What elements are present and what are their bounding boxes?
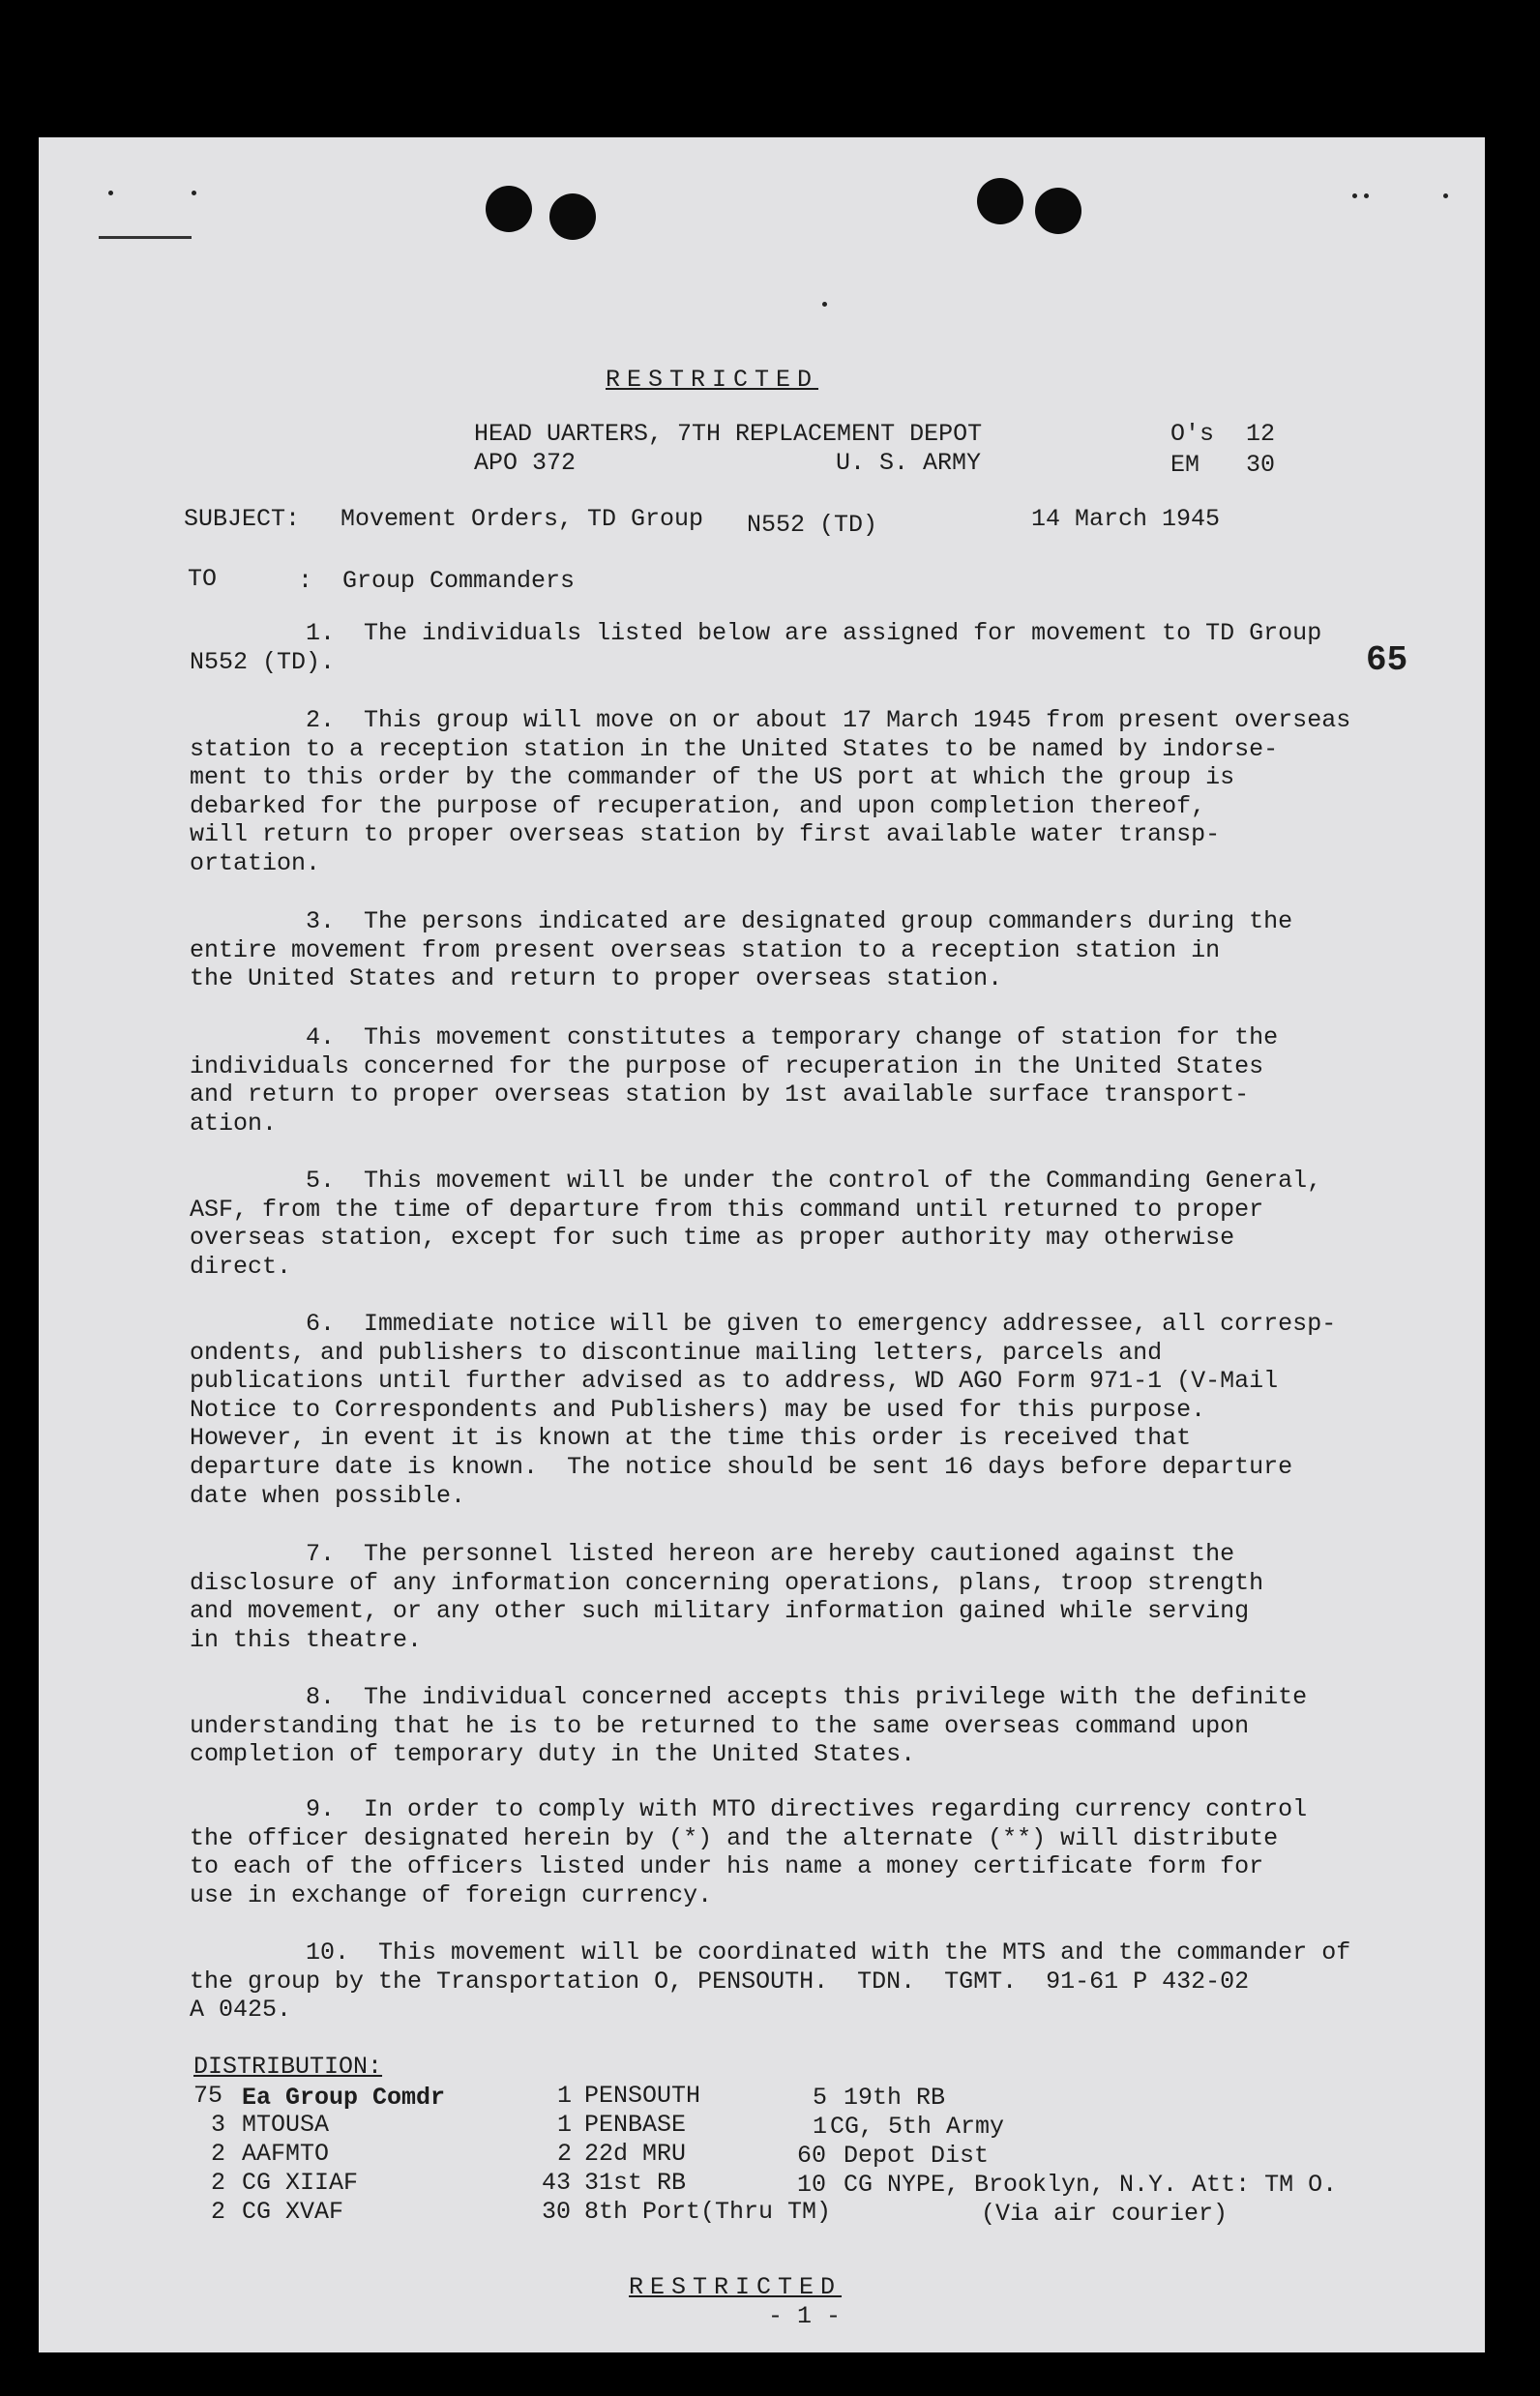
dist-entry: Ea Group Comdr xyxy=(242,2084,446,2112)
subject-label: SUBJECT: xyxy=(184,505,301,533)
speck xyxy=(108,191,113,195)
dist-num: 1 xyxy=(557,2082,573,2110)
punch-hole-left xyxy=(486,186,532,232)
dist-entry: CG, 5th Army xyxy=(830,2113,1005,2141)
dist-num: 43 xyxy=(542,2169,572,2197)
dist-num: 60 xyxy=(797,2142,827,2170)
paragraph-1: 1. The individuals listed below are assigned for movement to TD Group N552 (TD). xyxy=(190,619,1322,676)
dist-entry: PENBASE xyxy=(584,2111,687,2139)
dist-entry: AAFMTO xyxy=(242,2140,330,2168)
dist-entry: 22d MRU xyxy=(584,2140,687,2168)
paragraph-9: 9. In order to comply with MTO directives regarding currency control the officer designated herein by (*) and the alternate (**) will distribute to each of the officers listed under his name a money certificate form for use in exchange of foreign currency. xyxy=(190,1795,1308,1909)
subject-text: Movement Orders, TD Group xyxy=(341,505,704,533)
to-label: TO xyxy=(188,565,218,593)
distribution-label: DISTRIBUTION: xyxy=(193,2053,383,2081)
paragraph-5: 5. This movement will be under the control of the Commanding General, ASF, from the time of departure from this command until returned to proper overseas station, except for such time as proper authority may otherwise direct. xyxy=(190,1167,1322,1281)
to-colon: : xyxy=(298,567,313,595)
punch-hole-right xyxy=(977,178,1023,224)
paragraph-3: 3. The persons indicated are designated group commanders during the entire movement from present overseas station to a reception station in the United States and return to proper overseas station. xyxy=(190,907,1293,993)
dist-num: 3 xyxy=(211,2111,226,2139)
paragraph-8: 8. The individual concerned accepts this privilege with the definite understanding that he is to be returned to the same overseas command upon completion of temporary duty in the United States. xyxy=(190,1683,1308,1769)
dist-num: 10 xyxy=(797,2171,827,2199)
dist-entry: 19th RB xyxy=(844,2084,946,2112)
dist-num: 75 xyxy=(193,2082,223,2110)
officer-count-label: O's xyxy=(1170,420,1215,448)
officer-count-value: 12 xyxy=(1246,420,1276,448)
dist-num: 1 xyxy=(813,2113,828,2141)
org-name: HEAD UARTERS, 7TH REPLACEMENT DEPOT xyxy=(474,420,983,448)
paragraph-4: 4. This movement constitutes a temporary change of station for the individuals concerned for the purpose of recuperation in the United States and return to proper overseas station by 1st available surface transport- ation. xyxy=(190,1023,1279,1138)
dist-entry: (Via air courier) xyxy=(981,2200,1229,2228)
ink-mark xyxy=(99,236,192,239)
margin-number: 65 xyxy=(1366,640,1408,680)
dist-num: 1 xyxy=(557,2111,573,2139)
order-date: 14 March 1945 xyxy=(1031,505,1221,533)
dist-entry: CG XVAF xyxy=(242,2198,344,2226)
dist-num: 2 xyxy=(211,2198,226,2226)
dist-entry: Depot Dist xyxy=(844,2142,990,2170)
classification-header: RESTRICTED xyxy=(606,366,819,394)
paragraph-10: 10. This movement will be coordinated with the MTS and the commander of the group by the Transportation O, PENSOUTH. TDN. TGMT. 91-61 P 432-02 A 0425. xyxy=(190,1938,1351,2025)
dist-num: 5 xyxy=(813,2084,828,2112)
speck xyxy=(1443,193,1448,198)
punch-hole-right-2 xyxy=(1035,188,1081,234)
to-text: Group Commanders xyxy=(342,567,576,595)
speck xyxy=(822,302,827,307)
punch-hole-left-2 xyxy=(549,193,596,240)
dist-num: 30 xyxy=(542,2198,572,2226)
classification-footer: RESTRICTED xyxy=(629,2273,843,2301)
paragraph-2: 2. This group will move on or about 17 March 1945 from present overseas station to a reception station in the United States to be named by indorse- ment to this order by the commander of the US port at which the group is debarked for the purpose of recuperation, and upon completion thereof, will return to proper overseas station by first available water transp- ortation. xyxy=(190,706,1351,877)
org-apo: APO 372 xyxy=(474,449,577,477)
enlisted-count-label: EM xyxy=(1170,451,1200,479)
dist-entry: MTOUSA xyxy=(242,2111,330,2139)
dist-entry: 31st RB xyxy=(584,2169,687,2197)
org-army: U. S. ARMY xyxy=(836,449,982,477)
speck xyxy=(1352,193,1357,198)
page-number: - 1 - xyxy=(768,2302,842,2330)
speck xyxy=(192,191,196,195)
dist-num: 2 xyxy=(557,2140,573,2168)
paragraph-6: 6. Immediate notice will be given to emergency addressee, all corresp- ondents, and publishers to discontinue mailing letters, parcels and publications until further advised as to address, WD AGO Form 971-1 (V-Mail Notice to Correspondents and Publishers) may be used for this purpose. However, in event it is known at the time this order is received that departure date is known. The notice should be sent 16 days before departure date when possible. xyxy=(190,1310,1337,1510)
dist-num: 2 xyxy=(211,2169,226,2197)
speck xyxy=(1364,193,1369,198)
dist-num: 2 xyxy=(211,2140,226,2168)
paragraph-7: 7. The personnel listed hereon are hereby cautioned against the disclosure of any information concerning operations, plans, troop strength and movement, or any other such military information gained while serving in this theatre. xyxy=(190,1540,1264,1654)
dist-entry: 8th Port(Thru TM) xyxy=(584,2198,832,2226)
enlisted-count-value: 30 xyxy=(1246,451,1276,479)
subject-group: N552 (TD) xyxy=(747,511,878,539)
dist-entry: CG XIIAF xyxy=(242,2169,359,2197)
dist-entry: PENSOUTH xyxy=(584,2082,701,2110)
dist-entry: CG NYPE, Brooklyn, N.Y. Att: TM O. xyxy=(844,2171,1338,2199)
